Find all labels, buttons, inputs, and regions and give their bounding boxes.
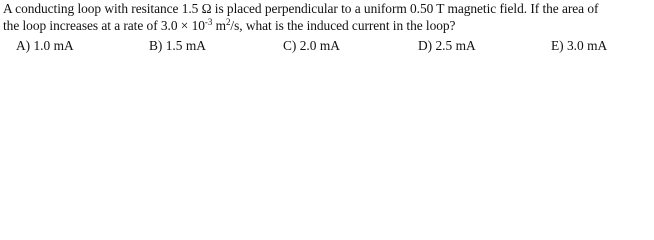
question-line-2-end: /s, what is the induced current in the loop? bbox=[230, 18, 456, 33]
unit-meter: m bbox=[212, 18, 226, 33]
question-text bbox=[3, 0, 651, 34]
exponent-squared: 2 bbox=[225, 17, 231, 27]
exponent-power-of-ten: -3 bbox=[204, 17, 213, 27]
question-line-2-start: the loop increases at a rate of 3.0 × 10 bbox=[3, 18, 205, 33]
choice-e[interactable]: E) 3.0 mA bbox=[551, 38, 608, 53]
answer-choices bbox=[0, 37, 654, 55]
question-line-1: A conducting loop with resitance 1.5 Ω is placed perpendicular to a uniform 0.50 T magnetic field. If the area of bbox=[3, 1, 599, 16]
question-line-2 bbox=[3, 17, 651, 34]
choice-d[interactable]: D) 2.5 mA bbox=[418, 38, 476, 53]
choice-a[interactable]: A) 1.0 mA bbox=[16, 38, 74, 53]
choice-b[interactable]: B) 1.5 mA bbox=[149, 38, 206, 53]
choice-c[interactable]: C) 2.0 mA bbox=[283, 38, 340, 53]
